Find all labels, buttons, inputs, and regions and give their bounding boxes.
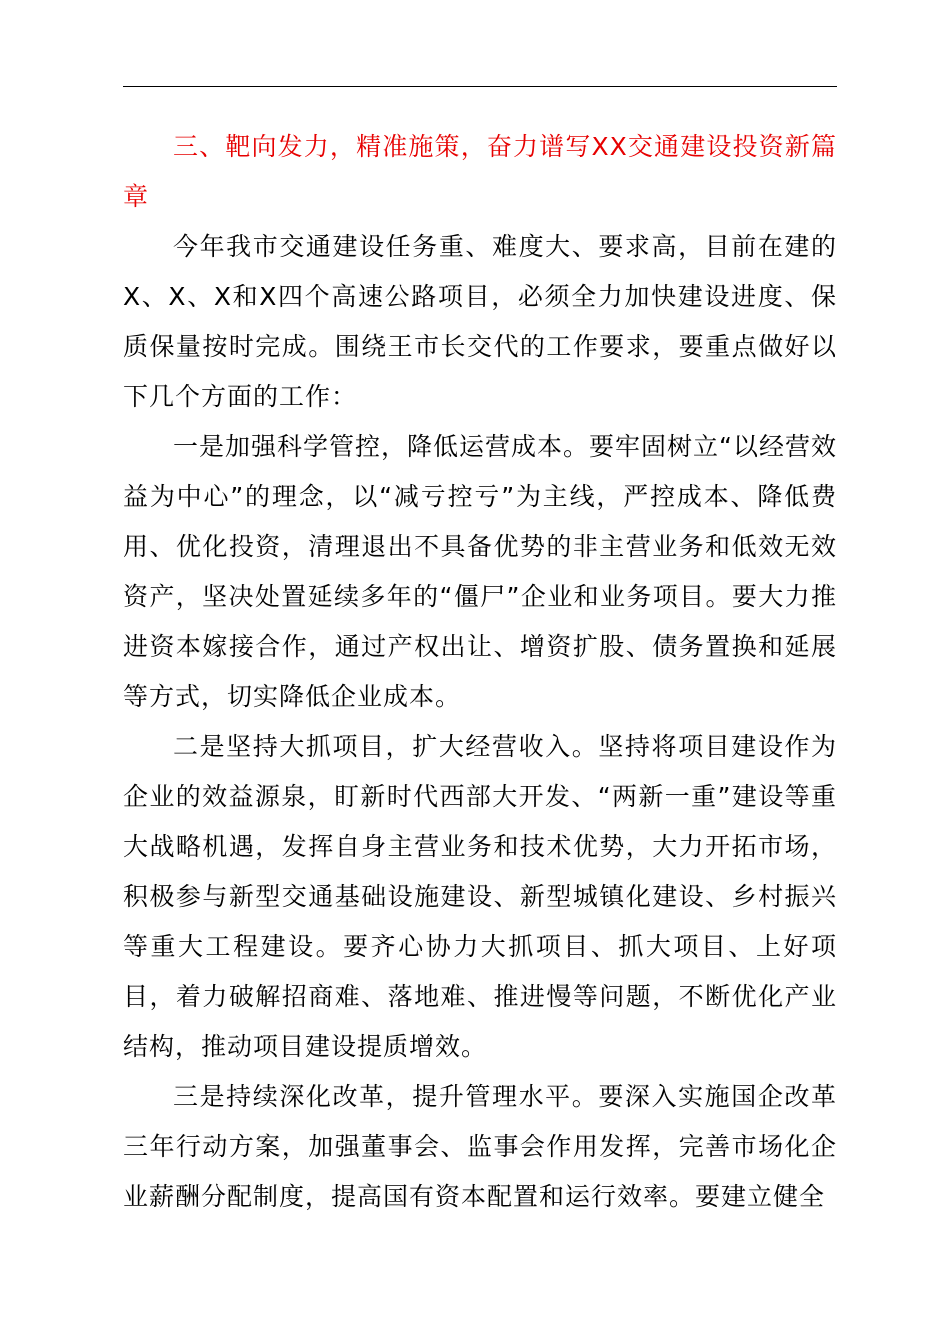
- paragraph-point-three: 三是持续深化改革，提升管理水平。要深入实施国企改革三年行动方案，加强董事会、监事会作用发挥，完善市场化企业薪酬分配制度，提高国有资本配置和运行效率。要建立健全: [123, 1082, 837, 1211]
- section-heading: 三、靶向发力，精准施策，奋力谱写XX交通建设投资新篇章: [123, 132, 837, 211]
- paragraph-intro: 今年我市交通建设任务重、难度大、要求高，目前在建的X、X、X和X四个高速公路项目，必须全力加快建设进度、保质保量按时完成。围绕王市长交代的工作要求，要重点做好以下几个方面的工作：: [123, 232, 837, 411]
- document-body: [123, 122, 837, 1222]
- header-rule: [123, 86, 837, 87]
- paragraph-point-two: 二是坚持大抓项目，扩大经营收入。坚持将项目建设作为企业的效益源泉，盯新时代西部大开发、“两新一重”建设等重大战略机遇，发挥自身主营业务和技术优势，大力开拓市场，积极参与新型交通基础设施建设、新型城镇化建设、乡村振兴等重大工程建设。要齐心协力大抓项目、抓大项目、上好项目，着力破解招商难、落地难、推进慢等问题，不断优化产业结构，推动项目建设提质增效。: [123, 732, 837, 1061]
- paragraph-point-one: 一是加强科学管控，降低运营成本。要牢固树立“以经营效益为中心”的理念，以“减亏控亏”为主线，严控成本、降低费用、优化投资，清理退出不具备优势的非主营业务和低效无效资产，坚决处置延续多年的“僵尸”企业和业务项目。要大力推进资本嫁接合作，通过产权出让、增资扩股、债务置换和延展等方式，切实降低企业成本。: [123, 432, 837, 711]
